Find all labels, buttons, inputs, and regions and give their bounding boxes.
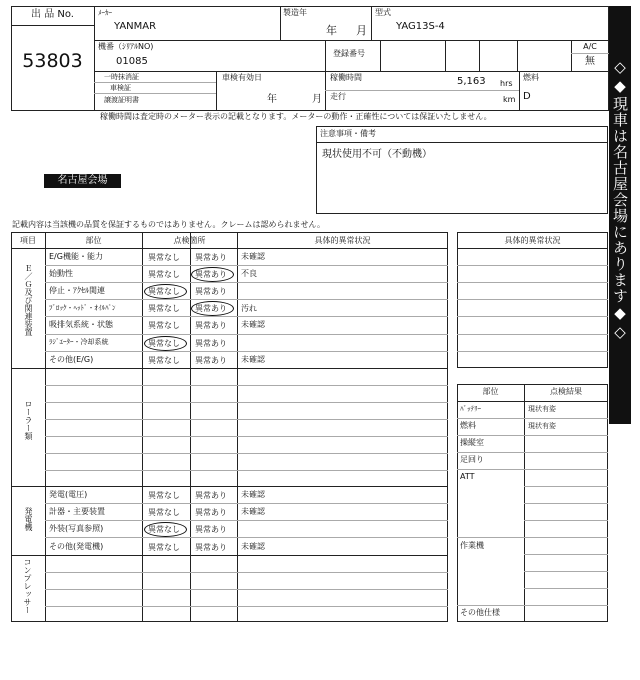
detail-box bbox=[457, 232, 608, 368]
result-part: 燃料 bbox=[460, 421, 476, 430]
ok-label: 異常なし bbox=[148, 287, 180, 296]
generator-part: その他(発電機) bbox=[49, 542, 104, 551]
temp-permit-label: 一時抹消証 bbox=[104, 73, 139, 81]
result-col-part: 部位 bbox=[482, 387, 499, 396]
generator-part: 計器・主要装置 bbox=[49, 507, 105, 516]
venue-badge: 名古屋会場 bbox=[44, 174, 121, 188]
result-value: 現状有姿 bbox=[528, 405, 556, 413]
ok-label: 異常なし bbox=[148, 356, 180, 365]
ng-label: 異常あり bbox=[195, 543, 227, 552]
side-banner: ◇◆現車は名古屋会場にあります◆◇ bbox=[609, 6, 631, 424]
col-item: 項目 bbox=[20, 236, 36, 245]
ok-label: 異常なし bbox=[148, 508, 180, 517]
result-part: ﾊﾞｯﾃﾘｰ bbox=[460, 405, 481, 413]
engine-part: E/G機能・能力 bbox=[49, 252, 103, 261]
ac-label: A/C bbox=[583, 42, 597, 51]
ac-value: 無 bbox=[585, 56, 595, 67]
col-check: 点検箇所 bbox=[173, 236, 206, 245]
engine-part: 始動性 bbox=[49, 269, 73, 278]
quality-notice: 記載内容は当該機の品質を保証するものではありません。クレームは認められません。 bbox=[12, 220, 325, 229]
engine-note: 未確認 bbox=[241, 355, 265, 364]
inspection-month-unit: 月 bbox=[312, 94, 322, 105]
lot-number: 53803 bbox=[22, 50, 83, 72]
hours-label: 稼働時間 bbox=[330, 73, 362, 82]
month-unit: 月 bbox=[356, 24, 367, 37]
registration-label: 登録番号 bbox=[333, 49, 365, 58]
fuel-value: D bbox=[523, 91, 531, 102]
ok-label: 異常なし bbox=[148, 304, 180, 313]
engine-part: ﾌﾞﾛｯｸ・ﾍｯﾄﾞ・ｵｲﾙﾊﾟﾝ bbox=[49, 304, 116, 312]
generator-part: 外装(写真参照) bbox=[49, 524, 104, 533]
engine-part: その他(E/G) bbox=[49, 355, 94, 364]
generator-note: 未確認 bbox=[241, 490, 265, 499]
ng-label: 異常あり bbox=[195, 491, 227, 500]
section-generator: 発電機 bbox=[24, 507, 33, 531]
engine-part: 吸排気系統・状態 bbox=[49, 320, 113, 329]
result-part: 足回り bbox=[460, 455, 484, 464]
mark-circle bbox=[144, 336, 187, 351]
result-part: 操縦室 bbox=[460, 438, 484, 447]
ok-label: 異常なし bbox=[148, 321, 180, 330]
result-part: ATT bbox=[460, 472, 475, 481]
maker-value: YANMAR bbox=[114, 21, 157, 32]
ok-label: 異常なし bbox=[148, 270, 180, 279]
engine-note: 未確認 bbox=[241, 320, 265, 329]
maker-label: ﾒｰｶｰ bbox=[98, 9, 112, 17]
ok-label: 異常なし bbox=[148, 339, 180, 348]
vehicle-permit-label: 車検証 bbox=[110, 84, 131, 92]
section-roller: ローラー類 bbox=[24, 400, 33, 440]
serial-value: 01085 bbox=[116, 56, 148, 67]
remarks-text: 現状使用不可（不動機） bbox=[322, 149, 432, 160]
result-part: 作業機 bbox=[460, 541, 484, 550]
mark-circle bbox=[191, 267, 234, 282]
ng-label: 異常あり bbox=[195, 270, 227, 279]
engine-part: 停止・ｱｸｾﾙ関連 bbox=[49, 286, 105, 295]
lot-label: 出 品 No. bbox=[31, 9, 74, 20]
ng-label: 異常あり bbox=[195, 508, 227, 517]
remarks-box bbox=[316, 126, 608, 214]
engine-note: 不良 bbox=[241, 269, 257, 278]
generator-part: 発電(電圧) bbox=[49, 490, 88, 499]
ng-label: 異常あり bbox=[195, 321, 227, 330]
hours-value: 5,163 bbox=[457, 76, 486, 87]
ok-label: 異常なし bbox=[148, 525, 180, 534]
inspection-year-unit: 年 bbox=[267, 94, 277, 105]
ng-label: 異常あり bbox=[195, 339, 227, 348]
generator-note: 未確認 bbox=[241, 542, 265, 551]
result-value: 現状有姿 bbox=[528, 422, 556, 430]
ng-label: 異常あり bbox=[195, 287, 227, 296]
ng-label: 異常あり bbox=[195, 304, 227, 313]
km-unit: km bbox=[503, 95, 516, 104]
model-label: 型式 bbox=[375, 8, 391, 17]
col-detail: 具体的異常状況 bbox=[314, 236, 371, 245]
result-part: その他仕様 bbox=[460, 608, 500, 617]
serial-label: 機番（ｼﾘｱﾙNO) bbox=[98, 42, 154, 51]
detail-header: 具体的異常状況 bbox=[504, 236, 561, 245]
mark-circle bbox=[144, 284, 187, 299]
engine-part: ﾗｼﾞｴｰﾀｰ・冷却系統 bbox=[49, 338, 109, 346]
section-compressor: コンプレッサー bbox=[23, 558, 32, 614]
hours-unit: hrs bbox=[500, 79, 513, 88]
ok-label: 異常なし bbox=[148, 253, 180, 262]
generator-note: 未確認 bbox=[241, 507, 265, 516]
col-part: 部位 bbox=[85, 236, 102, 245]
year-label: 製造年 bbox=[283, 8, 307, 17]
transfer-permit-label: 譲渡証明書 bbox=[104, 96, 139, 104]
ng-label: 異常あり bbox=[195, 356, 227, 365]
engine-note: 汚れ bbox=[241, 304, 257, 313]
fuel-label: 燃料 bbox=[523, 73, 539, 82]
ok-label: 異常なし bbox=[148, 543, 180, 552]
ok-label: 異常なし bbox=[148, 491, 180, 500]
engine-note: 未確認 bbox=[241, 252, 265, 261]
ng-label: 異常あり bbox=[195, 525, 227, 534]
mark-circle bbox=[191, 301, 234, 316]
model-value: YAG13S-4 bbox=[396, 21, 445, 32]
distance-label: 走行 bbox=[330, 92, 346, 101]
section-engine: Ｅ／Ｇ及び関連装置 bbox=[24, 264, 33, 336]
year-unit: 年 bbox=[326, 24, 337, 37]
remarks-label: 注意事項・備考 bbox=[320, 129, 376, 138]
result-col-result: 点検結果 bbox=[550, 387, 582, 396]
hours-notice: 稼働時間は査定時のメーター表示の記載となります。メーターの動作・正確性については保証いたしません。 bbox=[100, 112, 492, 121]
inspection-label: 車検有効日 bbox=[222, 73, 262, 82]
ng-label: 異常あり bbox=[195, 253, 227, 262]
